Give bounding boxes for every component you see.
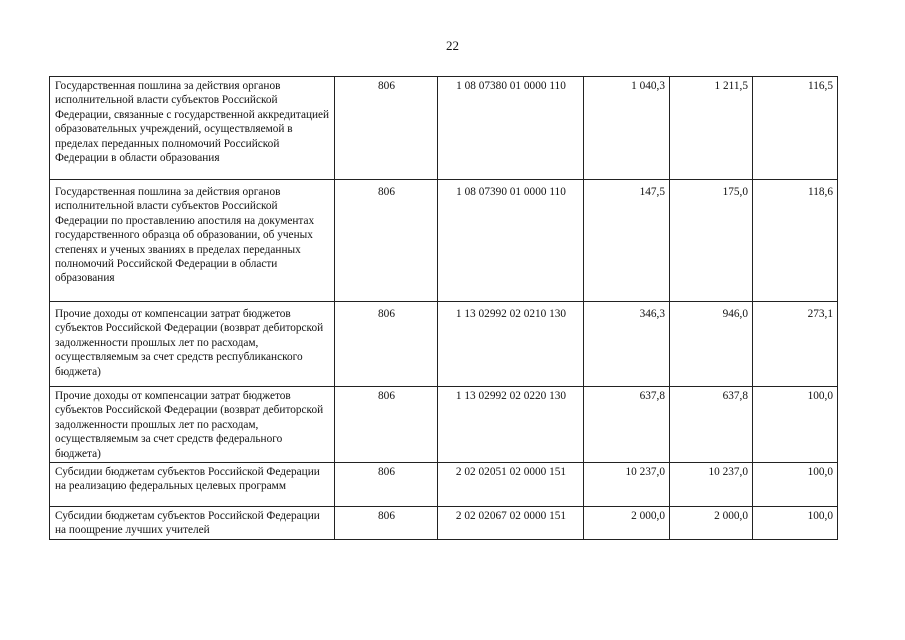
percent-cell: 273,1: [753, 302, 838, 387]
budget-code-cell: 1 13 02992 02 0210 130: [438, 302, 584, 387]
fact-amount-cell: 175,0: [670, 180, 753, 302]
fact-amount-cell: 946,0: [670, 302, 753, 387]
plan-amount-cell: 346,3: [584, 302, 670, 387]
plan-amount-cell: 1 040,3: [584, 77, 670, 180]
budget-code-cell: 1 13 02992 02 0220 130: [438, 387, 584, 463]
admin-code-cell: 806: [335, 302, 438, 387]
table-row: [50, 507, 838, 540]
revenue-name-cell: [50, 507, 335, 540]
table-row: [50, 77, 838, 180]
admin-code-cell: 806: [335, 77, 438, 180]
revenue-name: Государственная пошлина за действия органов исполнительной власти субъектов Российской Федерации по проставлению апостиля на документах государственного образца об образовании, об ученых степенях и ученых званиях в пределах переданных полномочий Российской Федерации в области образования: [55, 186, 315, 285]
percent-cell: 116,5: [753, 77, 838, 180]
revenue-table: [49, 76, 838, 540]
percent-cell: 118,6: [753, 180, 838, 302]
budget-code-cell: 1 08 07380 01 0000 110: [438, 77, 584, 180]
revenue-name: Прочие доходы от компенсации затрат бюджетов субъектов Российской Федерации (возврат дебиторской задолженности прошлых лет по расходам, осуществляемым за счет средств федерального бюджета): [55, 390, 324, 460]
revenue-name: Прочие доходы от компенсации затрат бюджетов субъектов Российской Федерации (возврат дебиторской задолженности прошлых лет по расходам, осуществляемым за счет средств республиканского бюджета): [55, 308, 324, 378]
revenue-name-cell: [50, 77, 335, 180]
plan-amount-cell: 147,5: [584, 180, 670, 302]
table-row: [50, 302, 838, 387]
page-number: 22: [446, 38, 459, 53]
plan-amount-cell: 10 237,0: [584, 463, 670, 507]
percent-cell: 100,0: [753, 507, 838, 540]
revenue-name: Государственная пошлина за действия органов исполнительной власти субъектов Российской Федерации, связанные с государственной аккредитацией образовательных учреждений, осуществляемой в пределах переданных полномочий Российской Федерации в области образования: [55, 80, 330, 165]
percent-cell: 100,0: [753, 387, 838, 463]
plan-amount-cell: 637,8: [584, 387, 670, 463]
plan-amount-cell: 2 000,0: [584, 507, 670, 540]
table-row: [50, 387, 838, 463]
percent-cell: 100,0: [753, 463, 838, 507]
admin-code-cell: 806: [335, 463, 438, 507]
table-row: [50, 180, 838, 302]
revenue-name-cell: [50, 387, 335, 463]
budget-code-cell: 2 02 02067 02 0000 151: [438, 507, 584, 540]
revenue-name-cell: [50, 302, 335, 387]
revenue-name: Субсидии бюджетам субъектов Российской Федерации на поощрение лучших учителей: [55, 510, 320, 537]
revenue-name-cell: [50, 180, 335, 302]
revenue-name: Субсидии бюджетам субъектов Российской Федерации на реализацию федеральных целевых программ: [55, 466, 320, 493]
table-row: [50, 463, 838, 507]
budget-code-cell: 1 08 07390 01 0000 110: [438, 180, 584, 302]
revenue-name-cell: [50, 463, 335, 507]
fact-amount-cell: 1 211,5: [670, 77, 753, 180]
admin-code-cell: 806: [335, 387, 438, 463]
fact-amount-cell: 637,8: [670, 387, 753, 463]
admin-code-cell: 806: [335, 180, 438, 302]
fact-amount-cell: 2 000,0: [670, 507, 753, 540]
admin-code-cell: 806: [335, 507, 438, 540]
fact-amount-cell: 10 237,0: [670, 463, 753, 507]
budget-code-cell: 2 02 02051 02 0000 151: [438, 463, 584, 507]
